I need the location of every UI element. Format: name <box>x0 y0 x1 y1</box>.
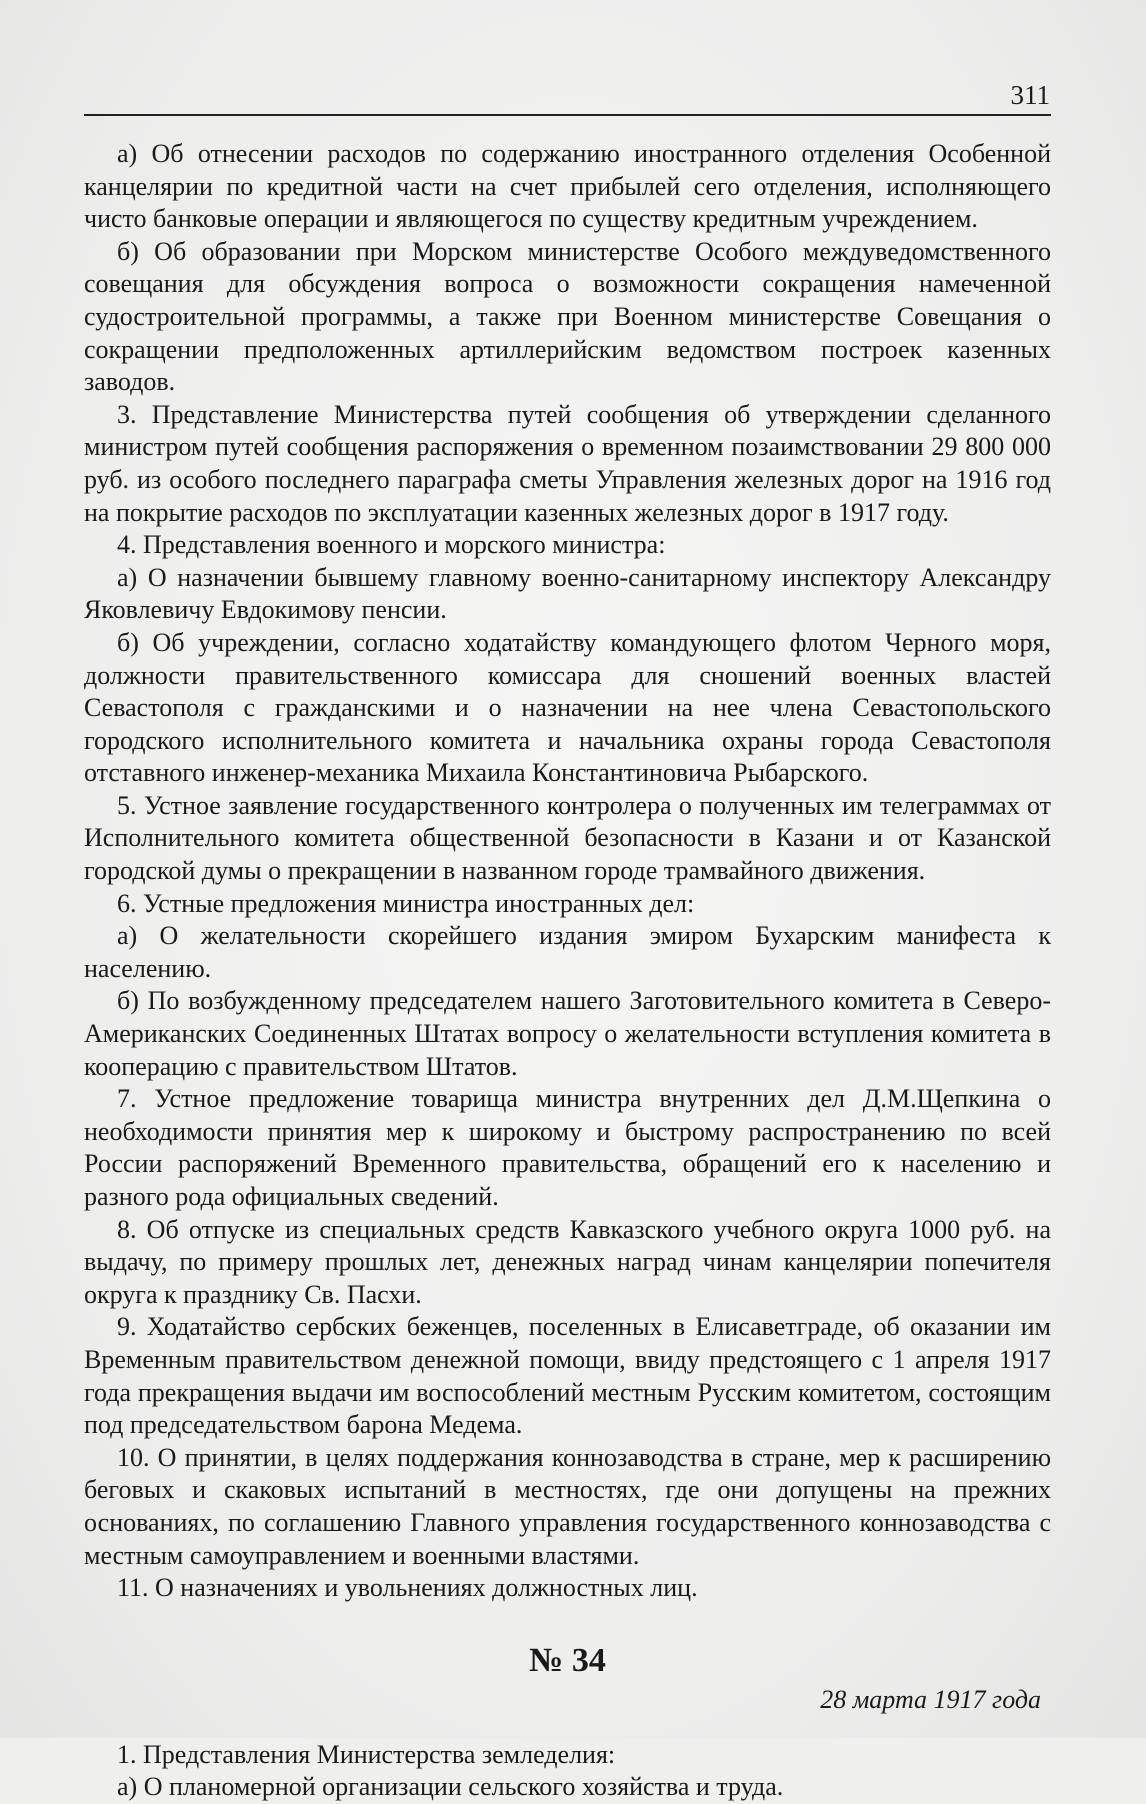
paragraph: 8. Об отпуске из специальных средств Кавказского учебного округа 1000 руб. на выдачу, по примеру прошлых лет, денежных наград чинам канцелярии попечителя округа к празднику Св. Пасхи. <box>84 1214 1051 1309</box>
paragraph: 11. О назначениях и увольнениях должностных лиц. <box>117 1573 698 1603</box>
header-rule <box>84 114 1051 116</box>
paragraph: а) О назначении бывшему главному военно-санитарному инспектору Александру Яковлевичу Евдокимову пенсии. <box>84 562 1051 625</box>
page-number: 311 <box>1010 80 1050 110</box>
paragraph: 10. О принятии, в целях поддержания коннозаводства в стране, мер к расширению беговых и скаковых испытаний в местностях, где они допущены на прежних основаниях, по соглашению Главного управления государственного коннозаводства с местным самоуправлением и военными властями. <box>84 1442 1051 1570</box>
paragraph: 4. Представления военного и морского министра: <box>117 530 666 560</box>
paragraph: а) О планомерной организации сельского хозяйства и труда. <box>117 1772 784 1802</box>
page-body <box>84 138 1051 1804</box>
paragraph: 9. Ходатайство сербских беженцев, поселенных в Елисаветграде, об оказании им Временным правительством денежной помощи, ввиду предстоящего с 1 апреля 1917 года прекращения выдачи им воспособлений местным Русским комитетом, состоящим под председательством барона Медема. <box>84 1312 1051 1440</box>
paragraph: 1. Представления Министерства земледелия: <box>117 1739 616 1769</box>
paragraph: 3. Представление Министерства путей сообщения об утверждении сделанного министром путей сообщения распоряжения о временном позаимствовании 29 800 000 руб. из особого последнего параграфа сметы Управления железных дорог на 1916 год на покрытие расходов по эксплуатации казенных железных дорог в 1917 году. <box>84 399 1051 527</box>
bottom-paragraphs <box>84 1739 1051 1804</box>
document-number-heading: № 34 <box>529 1641 606 1679</box>
paragraph: 6. Устные предложения министра иностранных дел: <box>117 888 695 918</box>
document-date: 28 марта 1917 года <box>820 1684 1041 1714</box>
paragraph: б) По возбужденному председателем нашего Заготовительного комитета в Северо-Американских Соединенных Штатах вопросу о желательности вступления комитета в кооперацию с правительством Штатов. <box>84 986 1051 1081</box>
paragraph: а) О желательности скорейшего издания эмиром Бухарским манифеста к населению. <box>84 921 1051 983</box>
paragraph: а) Об отнесении расходов по содержанию иностранного отделения Особенной канцелярии по кредитной части на счет прибылей сего отделения, исполняющего чисто банковые операции и являющегося по существу кредитным учреждением. <box>84 139 1051 234</box>
paragraph: б) Об учреждении, согласно ходатайству командующего флотом Черного моря, должности правительственного комиссара для сношений военных властей Севастополя с гражданскими и о назначении на нее члена Севастопольского городского исполнительного комитета и начальника охраны города Севастополя отставного инженер-механика Михаила Константиновича Рыбарского. <box>84 627 1051 788</box>
paragraph: б) Об образовании при Морском министерстве Особого междуведомственного совещания для обсуждения вопроса о возможности сокращения намеченной судостроительной программы, а также при Военном министерстве Совещания о сокращении предположенных артиллерийским ведомством построек казенных заводов. <box>84 236 1051 397</box>
paragraph: 7. Устное предложение товарища министра внутренних дел Д.М.Щепкина о необходимости принятия мер к широкому и быстрому распространению по всей России распоряжений Временного правительства, обращений его к населению и разного рода официальных сведений. <box>84 1084 1051 1211</box>
top-paragraphs <box>84 138 1051 1605</box>
paragraph: 5. Устное заявление государственного контролера о полученных им телеграммах от Исполнительного комитета общественной безопасности в Казани и от Казанской городской думы о прекращении в названном городе трамвайного движения. <box>84 790 1051 886</box>
